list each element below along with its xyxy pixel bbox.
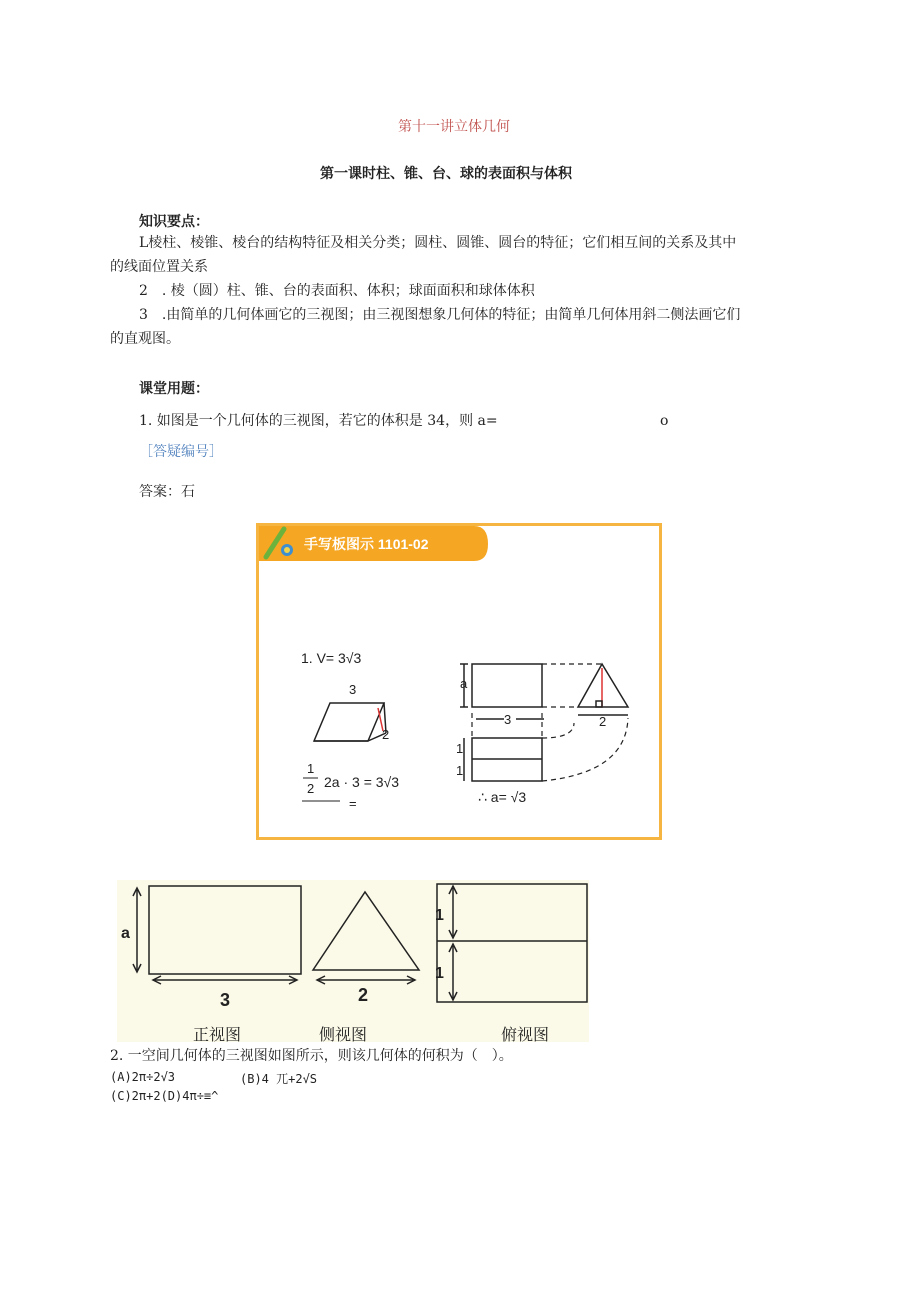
- knowledge-line-5: 的直观图。: [110, 331, 180, 347]
- board-dim-3: 3: [504, 712, 512, 727]
- board-dim-1b: 1: [456, 763, 464, 778]
- question-1: 1. 如图是一个几何体的三视图，若它的体积是 34，则 a=: [139, 413, 498, 429]
- front-dim-3: 3: [220, 990, 231, 1010]
- question-1-answer: 答案：石: [139, 484, 195, 500]
- board-frac-num: 1: [307, 761, 315, 776]
- board-formula: 1. V= 3√3: [301, 650, 362, 666]
- knowledge-line-4: 3 .由简单的几何体画它的三视图；由三视图想象几何体的特征；由简单几何体用斜二侧法画它们: [139, 307, 741, 323]
- question-2-option-a: (A)2π÷2√3: [110, 1070, 176, 1084]
- page-subtitle: 第一课时柱、锥、台、球的表面积与体积: [320, 166, 572, 182]
- question-2-option-cd: (C)2π+2(D)4π÷≡^: [110, 1089, 219, 1103]
- side-view-label: 侧视图: [319, 1025, 368, 1042]
- board-result: ∴ a= √3: [478, 789, 527, 805]
- prism-side-label: 2: [382, 727, 390, 742]
- top-view-label: 俯视图: [501, 1025, 550, 1042]
- three-views-figure: [117, 880, 589, 1042]
- board-calc: 2a · 3 = 3√3: [324, 774, 400, 790]
- handwriting-board: [256, 523, 662, 840]
- side-dim-2: 2: [358, 985, 369, 1005]
- front-dim-a: a: [121, 925, 130, 942]
- board-calc-eq: =: [349, 796, 357, 811]
- board-dim-1a: 1: [456, 741, 464, 756]
- knowledge-line-2: 的线面位置关系: [110, 259, 208, 275]
- board-dim-a: a: [460, 676, 468, 691]
- question-2-option-b: (B)4 兀+2√S: [240, 1072, 318, 1086]
- prism-top-label: 3: [349, 682, 357, 697]
- board-dim-2: 2: [599, 714, 607, 729]
- board-frac-den: 2: [307, 781, 315, 796]
- knowledge-line-3: 2 . 棱（圆）柱、锥、台的表面积、体积；球面面积和球体体积: [139, 283, 535, 299]
- front-view-label: 正视图: [193, 1025, 242, 1042]
- knowledge-line-1: L棱柱、棱锥、棱台的结构特征及相关分类；圆柱、圆锥、圆台的特征；它们相互间的关系及其中: [139, 235, 737, 251]
- class-heading: 课堂用题：: [139, 381, 209, 397]
- top-dim-1b: 1: [435, 965, 444, 982]
- board-title: 手写板图示 1101-02: [304, 536, 429, 552]
- knowledge-heading: 知识要点：: [139, 214, 209, 230]
- top-dim-1a: 1: [435, 907, 444, 924]
- page-title: 第十一讲立体几何: [398, 119, 510, 135]
- question-2: 2. 一空间几何体的三视图如图所示，则该几何体的何积为（ ）。: [110, 1048, 513, 1064]
- question-1-code[interactable]: ［答疑编号］: [139, 444, 223, 460]
- question-1-end: o: [660, 413, 669, 429]
